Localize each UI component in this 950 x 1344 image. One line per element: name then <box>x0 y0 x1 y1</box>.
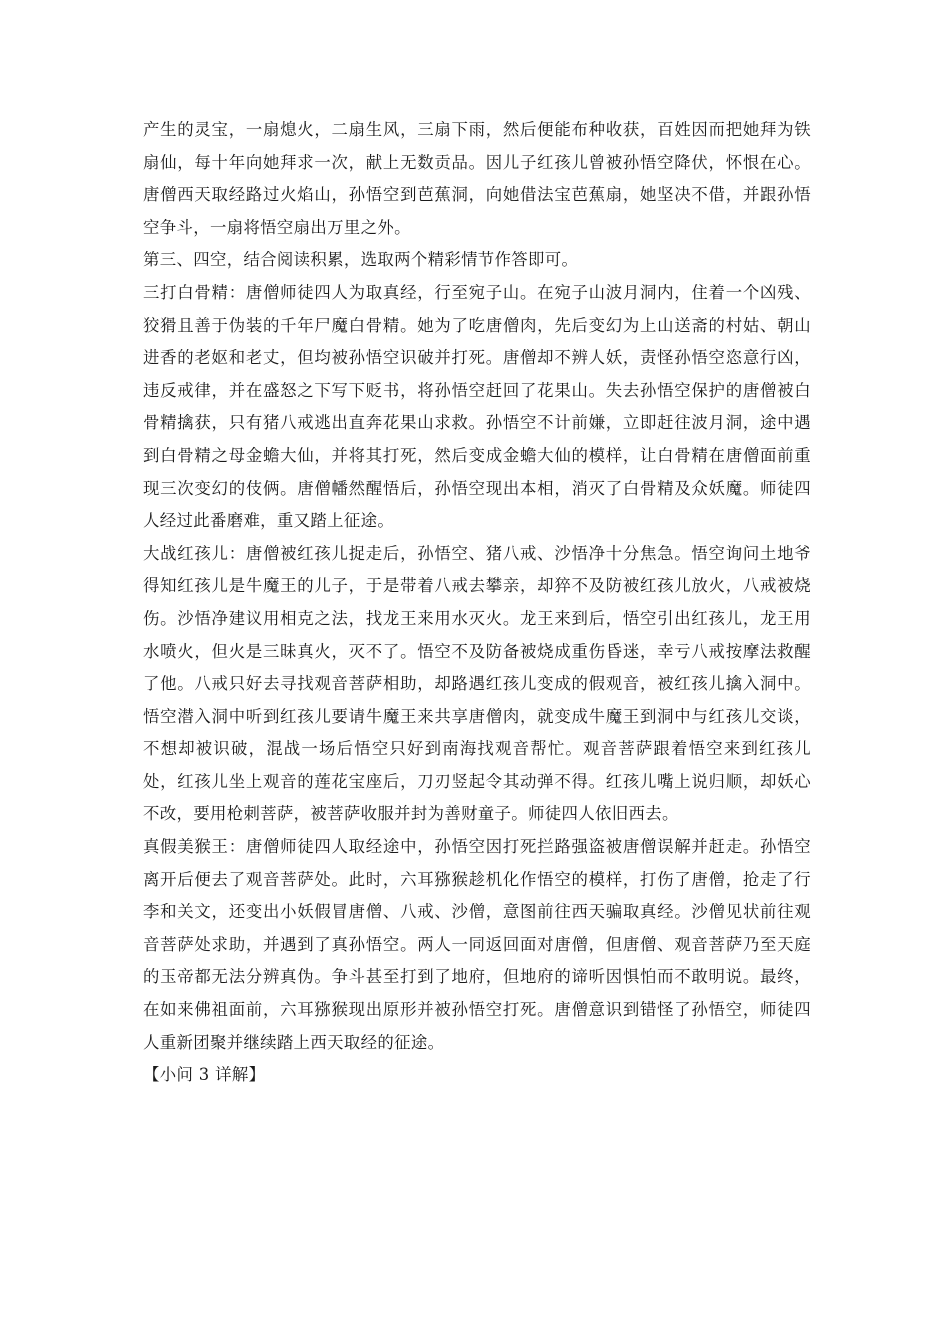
paragraph-instruction: 第三、四空，结合阅读积累，选取两个精彩情节作答即可。 <box>143 250 579 270</box>
paragraph-true-false-monkey-king: 真假美猴王：唐僧师徒四人取经途中，孙悟空因打死拦路强盗被唐僧误解并赶走。孙悟空离开后便去了观音菩萨处。此时，六耳猕猴趁机化作悟空的模样，打伤了唐僧，抢走了行李和关文，还变出小妖假冒唐僧、八戒、沙僧，意图前往西天骗取真经。沙僧见状前往观音菩萨处求助，并遇到了真孙悟空。两人一同返回面对唐僧，但唐僧、观音菩萨乃至天庭的玉帝都无法分辨真伪。争斗甚至打到了地府，但地府的谛听因惧怕而不敢明说。最终，在如来佛祖面前，六耳猕猴现出原形并被孙悟空打死。唐僧意识到错怪了孙悟空，师徒四人重新团聚并继续踏上西天取经的征途。 <box>143 837 811 1052</box>
paragraph-three-strikes-white-bone: 三打白骨精：唐僧师徒四人为取真经，行至宛子山。在宛子山波月洞内，住着一个凶残、狡猾且善于伪装的千年尸魔白骨精。她为了吃唐僧肉，先后变幻为上山送斋的村姑、朝山进香的老妪和老丈，但均被孙悟空识破并打死。唐僧却不辨人妖，责怪孙悟空恣意行凶，违反戒律，并在盛怒之下写下贬书，将孙悟空赶回了花果山。失去孙悟空保护的唐僧被白骨精擒获，只有猪八戒逃出直奔花果山求救。孙悟空不计前嫌，立即赶往波月洞，途中遇到白骨精之母金蟾大仙，并将其打死，然后变成金蟾大仙的模样，让白骨精在唐僧面前重现三次变幻的伎俩。唐僧幡然醒悟后，孙悟空现出本相，消灭了白骨精及众妖魔。师徒四人经过此番磨难，重又踏上征途。 <box>143 282 811 531</box>
document-page <box>143 114 811 1092</box>
paragraph-iron-fan-princess: 产生的灵宝，一扇熄火，二扇生风，三扇下雨，然后便能布种收获，百姓因而把她拜为铁扇仙，每十年向她拜求一次，献上无数贡品。因儿子红孩儿曾被孙悟空降伏，怀恨在心。唐僧西天取经路过火焰山，孙悟空到芭蕉洞，向她借法宝芭蕉扇，她坚决不借，并跟孙悟空争斗，一扇将悟空扇出万里之外。 <box>143 120 811 237</box>
paragraph-battle-red-boy: 大战红孩儿：唐僧被红孩儿捉走后，孙悟空、猪八戒、沙悟净十分焦急。悟空询问土地爷得知红孩儿是牛魔王的儿子，于是带着八戒去攀亲，却猝不及防被红孩儿放火，八戒被烧伤。沙悟净建议用相克之法，找龙王来用水灭火。龙王来到后，悟空引出红孩儿，龙王用水喷火，但火是三昧真火，灭不了。悟空不及防备被烧成重伤昏迷，幸亏八戒按摩法救醒了他。八戒只好去寻找观音菩萨相助，却路遇红孩儿变成的假观音，被红孩儿擒入洞中。悟空潜入洞中听到红孩儿要请牛魔王来共享唐僧肉，就变成牛魔王到洞中与红孩儿交谈，不想却被识破，混战一场后悟空只好到南海找观音帮忙。观音菩萨跟着悟空来到红孩儿处，红孩儿坐上观音的莲花宝座后，刀刃竖起令其动弹不得。红孩儿嘴上说归顺，却妖心不改，要用枪刺菩萨，被菩萨收服并封为善财童子。师徒四人依旧西去。 <box>143 543 811 824</box>
section-heading: 【小问 3 详解】 <box>143 1065 266 1085</box>
